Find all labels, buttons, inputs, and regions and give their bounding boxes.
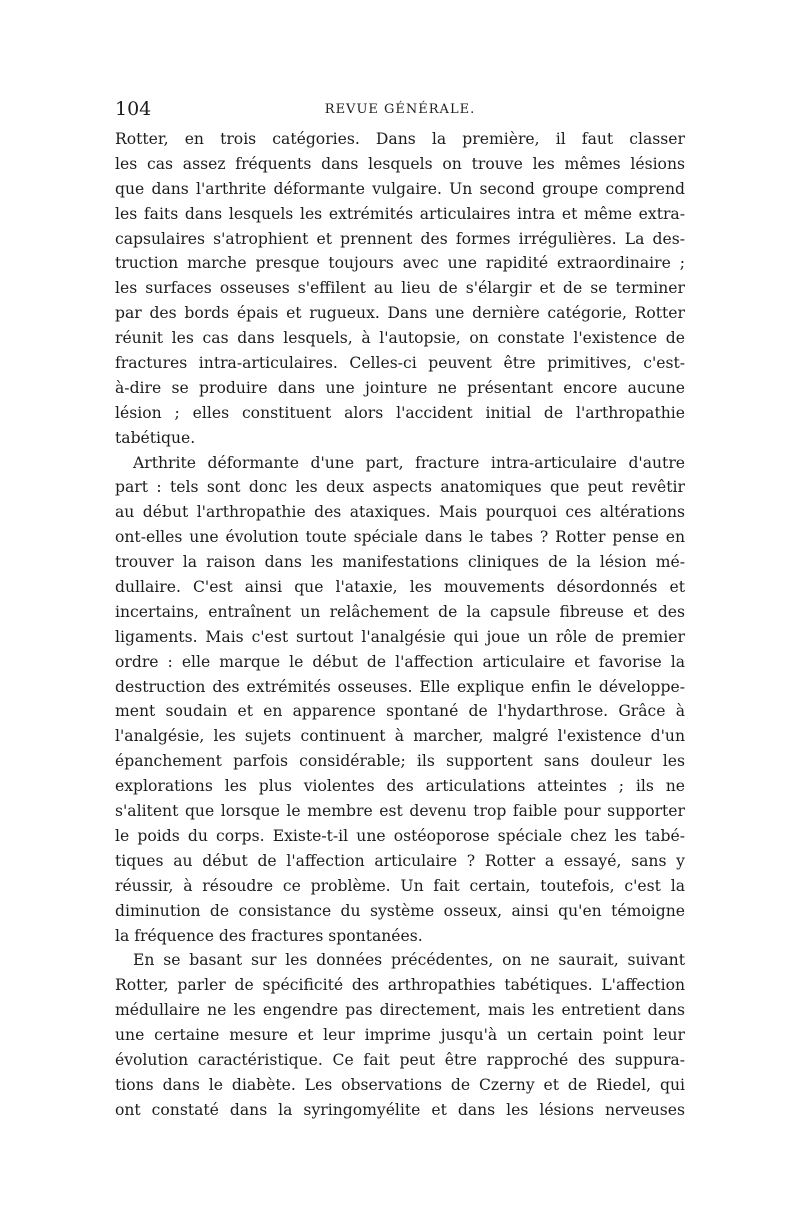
text-line: Rotter, parler de spécificité des arthropathies tabétiques. L'affection (115, 976, 685, 995)
text-line: ont constaté dans la syringomyélite et dans les lésions nerveuses (115, 1100, 685, 1119)
text-line: dullaire. C'est ainsi que l'ataxie, les mouvements désordonnés et (115, 578, 685, 597)
text-line: évolution caractéristique. Ce fait peut être rapproché des suppura- (115, 1050, 685, 1069)
text-line: trouver la raison dans les manifestations cliniques de la lésion mé- (115, 553, 685, 572)
paragraph-start-line: En se basant sur les données précédentes, on ne saurait, suivant (133, 951, 685, 970)
text-line: réunit les cas dans lesquels, à l'autopsie, on constate l'existence de (115, 329, 685, 348)
text-line: que dans l'arthrite déformante vulgaire. Un second groupe comprend (115, 179, 685, 198)
text-line: épanchement parfois considérable; ils supportent sans douleur les (115, 752, 685, 771)
text-line: les faits dans lesquels les extrémités articulaires intra et même extra- (115, 204, 685, 223)
paragraph-end-line: tabétique. (115, 428, 196, 447)
text-line: diminution de consistance du système osseux, ainsi qu'en témoigne (115, 901, 685, 920)
text-line: lésion ; elles constituent alors l'accident initial de l'arthropathie (115, 403, 685, 422)
paragraph-end-line: la fréquence des fractures spontanées. (115, 926, 423, 945)
text-line: ligaments. Mais c'est surtout l'analgésie qui joue un rôle de premier (115, 627, 685, 646)
text-line: fractures intra-articulaires. Celles-ci peuvent être primitives, c'est- (115, 354, 685, 373)
text-line: les cas assez fréquents dans lesquels on trouve les mêmes lésions (115, 154, 685, 173)
text-line: à-dire se produire dans une jointure ne présentant encore aucune (115, 378, 685, 397)
text-line: part : tels sont donc les deux aspects anatomiques que peut revêtir (115, 478, 685, 497)
text-line: capsulaires s'atrophient et prennent des formes irrégulières. La des- (115, 229, 685, 248)
text-line: incertains, entraînent un relâchement de la capsule fibreuse et des (115, 602, 685, 621)
body-text (115, 127, 685, 1123)
text-line: au début l'arthropathie des ataxiques. Mais pourquoi ces altérations (115, 503, 685, 522)
text-line: une certaine mesure et leur imprime jusqu'à un certain point leur (115, 1026, 685, 1045)
text-line: ont-elles une évolution toute spéciale dans le tabes ? Rotter pense en (115, 528, 685, 547)
text-line: le poids du corps. Existe-t-il une ostéoporose spéciale chez les tabé- (115, 826, 685, 845)
text-line: s'alitent que lorsque le membre est devenu trop faible pour supporter (115, 802, 685, 821)
text-line: tions dans le diabète. Les observations de Czerny et de Riedel, qui (115, 1075, 685, 1094)
text-line: explorations les plus violentes des articulations atteintes ; ils ne (115, 777, 685, 796)
page-number: 104 (115, 98, 152, 120)
paragraph-start-line: Arthrite déformante d'une part, fracture intra-articulaire d'autre (133, 453, 685, 472)
text-line: médullaire ne les engendre pas directement, mais les entretient dans (115, 1001, 685, 1020)
text-line: destruction des extrémités osseuses. Elle explique enfin le développe- (115, 677, 685, 696)
text-line: réussir, à résoudre ce problème. Un fait certain, toutefois, c'est la (115, 876, 685, 895)
text-line: ordre : elle marque le début de l'affection articulaire et favorise la (115, 652, 685, 671)
text-line: l'analgésie, les sujets continuent à marcher, malgré l'existence d'un (115, 727, 685, 746)
text-line: Rotter, en trois catégories. Dans la première, il faut classer (115, 130, 685, 148)
text-line: les surfaces osseuses s'effilent au lieu de s'élargir et de se terminer (115, 279, 685, 298)
text-line: par des bords épais et rugueux. Dans une dernière catégorie, Rotter (115, 304, 685, 323)
text-line: tiques au début de l'affection articulaire ? Rotter a essayé, sans y (115, 851, 685, 870)
text-line: truction marche presque toujours avec une rapidité extraordinaire ; (115, 254, 685, 273)
text-line: ment soudain et en apparence spontané de l'hydarthrose. Grâce à (115, 702, 685, 721)
running-title: REVUE GÉNÉRALE. (324, 102, 476, 117)
page-header (115, 96, 685, 122)
